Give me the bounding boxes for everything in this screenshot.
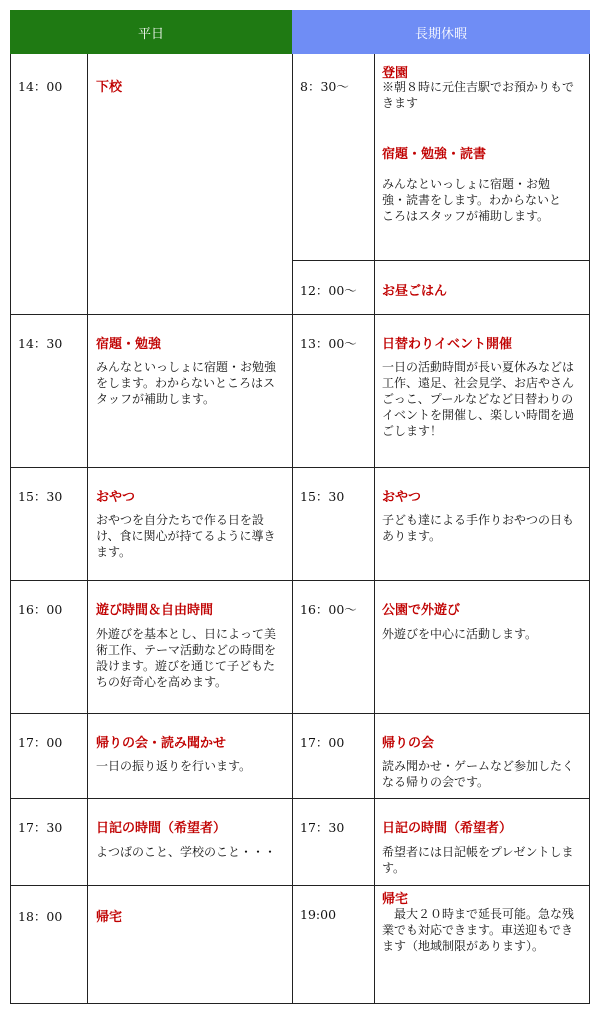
weekday-body: 外遊びを基本とし、日によって美術工作、テーマ活動などの時間を設けます。遊びを通じて子どもたちの好奇心を高めます。: [96, 627, 277, 689]
weekday-time: 16：00: [18, 602, 63, 617]
holiday-time: 15：30: [300, 489, 345, 504]
row-divider: [10, 885, 590, 886]
weekday-time: 17：00: [18, 735, 63, 750]
column-divider: [292, 54, 293, 1004]
holiday-body: 外遊びを中心に活動します。: [382, 627, 538, 641]
weekday-title: おやつ: [96, 490, 136, 505]
holiday-body: 子ども達による手作りおやつの日もあります。: [382, 513, 575, 543]
holiday-title: 日替わりイベント開催: [382, 337, 513, 352]
holiday-title: お昼ごはん: [382, 284, 448, 299]
weekday-time: 15：30: [18, 489, 63, 504]
holiday-time: 17：00: [300, 735, 345, 750]
row-divider: [10, 798, 590, 799]
holiday-time: 8：30～: [300, 79, 349, 94]
holiday-header-label: 長期休暇: [414, 26, 467, 42]
weekday-title: 遊び時間＆自由時間: [96, 603, 214, 618]
row-divider: [10, 580, 590, 581]
row-divider: [10, 314, 590, 315]
weekday-body: みんなといっしょに宿題・お勉強をします。わからないところはスタッフが補助します。: [96, 360, 277, 406]
weekday-time: 18：00: [18, 909, 63, 924]
weekday-body: おやつを自分たちで作る日を設け、食に関心が持てるように導きます。: [96, 513, 276, 559]
table-border-left: [10, 54, 11, 1004]
row-divider: [10, 713, 590, 714]
weekday-header: [10, 10, 292, 54]
weekday-time-divider: [87, 54, 88, 1004]
table-border-bottom: [10, 1003, 590, 1004]
weekday-title: 宿題・勉強: [96, 337, 162, 352]
holiday-body: 希望者には日記帳をプレゼントします。: [382, 845, 574, 875]
holiday-header: [292, 10, 590, 54]
holiday-title: おやつ: [382, 490, 422, 505]
holiday-time: 13：00～: [300, 336, 357, 351]
weekday-time: 14：30: [18, 336, 63, 351]
weekday-title: 下校: [96, 80, 123, 95]
weekday-title: 日記の時間（希望者）: [96, 821, 227, 836]
weekday-title: 帰りの会・読み聞かせ: [96, 736, 227, 751]
holiday-body: みんなといっしょに宿題・お勉強・読書をします。わからないところはスタッフが補助します。: [382, 177, 562, 223]
weekday-body: 一日の振り返りを行います。: [96, 759, 252, 773]
weekday-header-label: 平日: [137, 26, 164, 42]
holiday-time: 19:00: [300, 907, 337, 922]
holiday-title: 登園: [382, 66, 409, 81]
table-border-right: [589, 54, 590, 1004]
weekday-time: 17：30: [18, 820, 63, 835]
holiday-body: 一日の活動時間が長い夏休みなどは工作、遠足、社会見学、お店やさんごっこ、プールなどなど日替わりのイベントを開催し、楽しい時間を過ごします！: [382, 360, 575, 438]
holiday-title: 日記の時間（希望者）: [382, 821, 513, 836]
holiday-body: ※朝８時に元住吉駅でお預かりもできます: [382, 80, 575, 110]
holiday-body: 読み聞かせ・ゲームなど参加したくなる帰りの会です。: [382, 759, 575, 789]
weekday-time: 14：00: [18, 79, 63, 94]
holiday-time: 17：30: [300, 820, 345, 835]
holiday-title: 公園で外遊び: [382, 603, 461, 618]
weekday-title: 帰宅: [96, 910, 123, 925]
row-divider: [10, 467, 590, 468]
row-divider: [292, 260, 590, 261]
holiday-body: 最大２０時まで延長可能。急な残業でも対応できます。車送迎もできます（地域制限があります）。: [382, 907, 575, 953]
holiday-title: 帰宅: [382, 892, 409, 907]
holiday-title: 宿題・勉強・読書: [382, 147, 487, 162]
holiday-time: 12：00～: [300, 283, 357, 298]
holiday-title: 帰りの会: [382, 736, 435, 751]
weekday-body: よつばのこと、学校のこと・・・: [96, 845, 277, 859]
holiday-time: 16：00～: [300, 602, 357, 617]
holiday-time-divider: [374, 54, 375, 1004]
